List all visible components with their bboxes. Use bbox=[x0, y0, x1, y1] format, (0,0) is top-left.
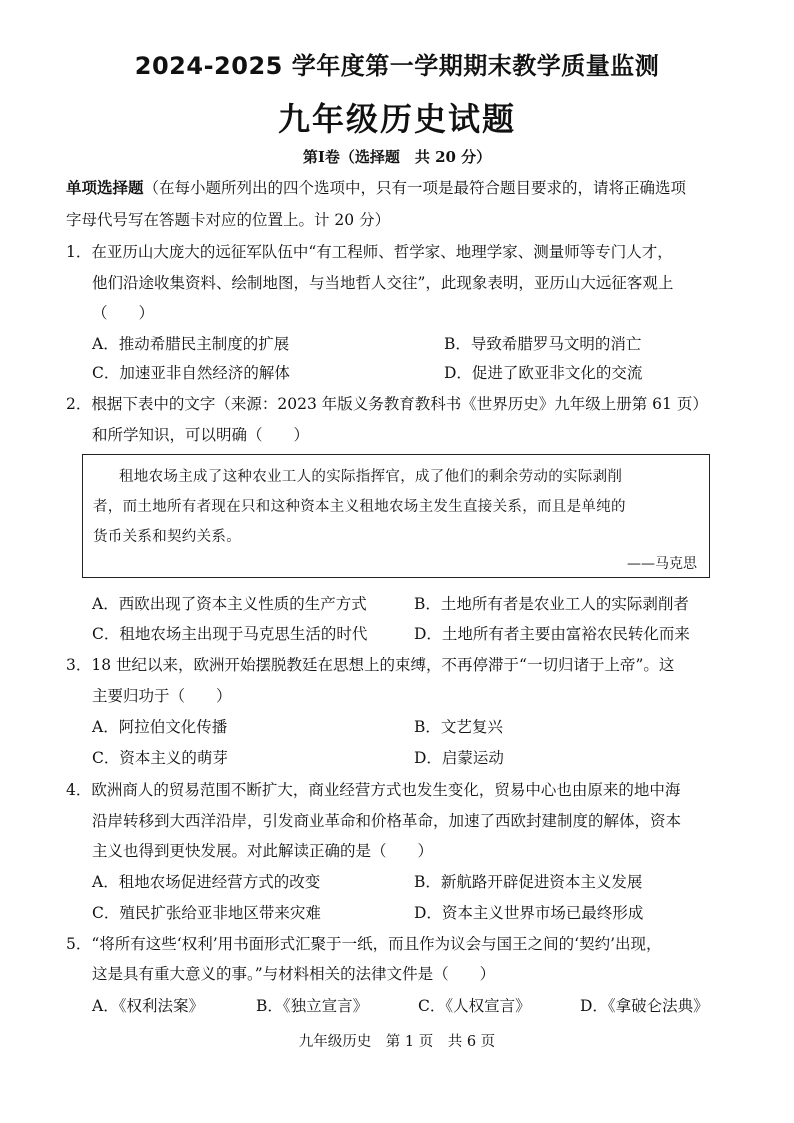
question-2-line-2: 和所学知识，可以明确（ ） bbox=[92, 426, 310, 444]
exam-title: 2024-2025 学年度第一学期期末教学质量监测 bbox=[134, 52, 660, 80]
question-2-line-1: 2．根据下表中的文字（来源：2023 年版义务教育教科书《世界历史》九年级上册第 61 页） bbox=[66, 395, 708, 413]
question-3-option-b[interactable]: B．文艺复兴 bbox=[414, 718, 503, 736]
question-3-line-2: 主要归功于（ ） bbox=[92, 687, 232, 705]
section-heading: 第Ⅰ卷（选择题 共 20 分） bbox=[302, 148, 492, 166]
question-5-option-b[interactable]: B．《独立宣言》 bbox=[256, 997, 369, 1015]
instructions-text: （在每小题所列出的四个选项中，只有一项是最符合题目要求的，请将正确选项 bbox=[143, 179, 687, 197]
question-3-option-c[interactable]: C．资本主义的萌芽 bbox=[92, 749, 228, 767]
question-2-option-a[interactable]: A．西欧出现了资本主义性质的生产方式 bbox=[92, 595, 367, 613]
question-3-option-a[interactable]: A．阿拉伯文化传播 bbox=[92, 718, 228, 736]
question-1-option-a[interactable]: A．推动希腊民主制度的扩展 bbox=[92, 335, 290, 353]
instructions-line-2: 字母代号写在答题卡对应的位置上。计 20 分） bbox=[66, 211, 391, 229]
question-1-line-1: 1．在亚历山大庞大的远征军队伍中“有工程师、哲学家、地理学家、测量师等专门人才， bbox=[66, 243, 673, 261]
quote-box bbox=[82, 454, 710, 578]
question-5-line-1: 5．“将所有这些‘权利’用书面形式汇聚于一纸，而且作为议会与国王之间的‘契约’出现， bbox=[66, 935, 662, 953]
question-2-option-b[interactable]: B．土地所有者是农业工人的实际剥削者 bbox=[414, 595, 689, 613]
question-4-line-2: 沿岸转移到大西洋沿岸，引发商业革命和价格革命，加速了西欧封建制度的解体，资本 bbox=[92, 812, 682, 830]
question-5-option-c[interactable]: C．《人权宣言》 bbox=[418, 997, 531, 1015]
instructions-label: 单项选择题 bbox=[66, 179, 144, 197]
question-1-option-b[interactable]: B．导致希腊罗马文明的消亡 bbox=[444, 335, 642, 353]
question-1-answer-blank: （ ） bbox=[92, 304, 155, 322]
page-footer: 九年级历史 第 1 页 共 6 页 bbox=[298, 1034, 496, 1050]
question-4-option-a[interactable]: A．租地农场促进经营方式的改变 bbox=[92, 873, 321, 891]
quote-line-2: 者，而土地所有者现在只和这种资本主义租地农场主发生直接关系，而且是单纯的 bbox=[93, 499, 626, 515]
question-1-option-d[interactable]: D．促进了欧亚非文化的交流 bbox=[444, 364, 643, 382]
quote-line-1: 租地农场主成了这种农业工人的实际指挥官，成了他们的剩余劳动的实际剥削 bbox=[119, 469, 623, 485]
question-1-line-2: 他们沿途收集资料、绘制地图，与当地哲人交往”，此现象表明，亚历山大远征客观上 bbox=[92, 274, 674, 292]
question-2-option-d[interactable]: D．土地所有者主要由富裕农民转化而来 bbox=[414, 625, 690, 643]
question-2-option-c[interactable]: C．租地农场主出现于马克思生活的时代 bbox=[92, 625, 368, 643]
question-4-line-1: 4．欧洲商人的贸易范围不断扩大，商业经营方式也发生变化，贸易中心也由原来的地中海 bbox=[66, 781, 681, 799]
question-5-option-a[interactable]: A．《权利法案》 bbox=[92, 997, 204, 1015]
question-3-line-1: 3．18 世纪以来，欧洲开始摆脱教廷在思想上的束缚，不再停滞于“一切归诸于上帝”。这 bbox=[66, 656, 675, 674]
question-1-option-c[interactable]: C．加速亚非自然经济的解体 bbox=[92, 364, 290, 382]
quote-line-3: 货币关系和契约关系。 bbox=[93, 529, 241, 545]
question-5-option-d[interactable]: D．《拿破仑法典》 bbox=[580, 997, 709, 1015]
quote-author: ——马克思 bbox=[627, 556, 697, 572]
question-4-option-c[interactable]: C．殖民扩张给亚非地区带来灾难 bbox=[92, 904, 321, 922]
question-4-option-d[interactable]: D．资本主义世界市场已最终形成 bbox=[414, 904, 644, 922]
question-3-option-d[interactable]: D．启蒙运动 bbox=[414, 749, 504, 767]
instructions-line-1 bbox=[66, 178, 686, 198]
question-5-line-2: 这是具有重大意义的事。”与材料相关的法律文件是（ ） bbox=[92, 965, 496, 983]
exam-subtitle: 九年级历史试题 bbox=[277, 100, 516, 138]
question-4-option-b[interactable]: B．新航路开辟促进资本主义发展 bbox=[414, 873, 643, 891]
question-4-line-3: 主义也得到更快发展。对此解读正确的是（ ） bbox=[92, 842, 434, 860]
